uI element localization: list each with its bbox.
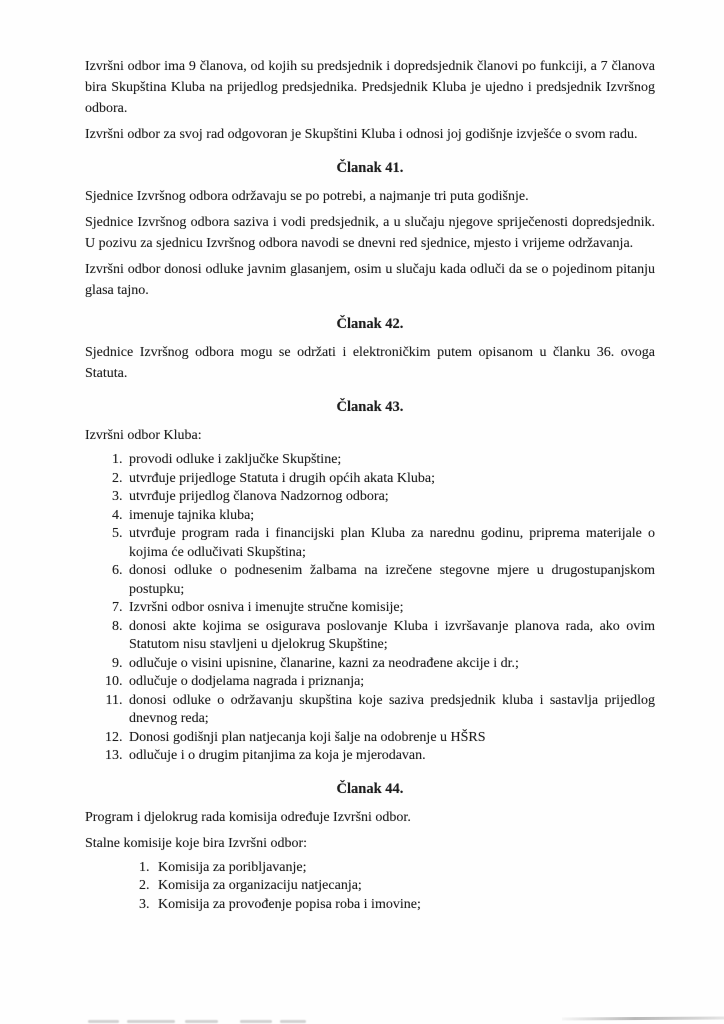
article-44-heading: Članak 44. (336, 780, 404, 797)
article-43-heading: Članak 43. (336, 399, 404, 415)
paragraph: Sjednice Izvršnog odbora saziva i vodi predsjednik, a u slučaju njegove spriječenosti dopredsjednik. U pozivu za sjednicu Izvršnog odbora navodi se dnevni red sjednice, mjesto i vrijeme održavanja. (85, 215, 655, 251)
paragraph: Izvršni odbor donosi odluke javnim glasanjem, osim u slučaju kada odluči da se o pojedinom pitanju glasa tajno. (85, 262, 655, 298)
list-item: 1. Komisija za poribljavanje; (153, 859, 655, 878)
article-42-heading: Članak 42. (336, 316, 404, 332)
list-item: 11. donosi odluke o održavanju skupština koje saziva predsjednik kluba i sastavlja prijedlog dnevnog reda; (126, 692, 655, 729)
scan-artifact-dash (185, 1020, 218, 1023)
list-item: 1. provodi odluke i zaključke Skupštine; (126, 451, 655, 470)
intro-paragraph: Izvršni odbor ima 9 članova, od kojih su predsjednik i dopredsjednik članovi po funkciji, a 7 članova bira Skupština Kluba na prijedlog predsjednika. Predsjednik Kluba je ujedno i predsjednik Izvršnog odbora. (85, 59, 655, 116)
list-item: 6. donosi odluke o podnesenim žalbama na izrečene stegovne mjere u drugostupanjskom postupku; (126, 562, 655, 599)
list-item: 10. odlučuje o dodjelama nagrada i priznanja; (126, 673, 655, 692)
document-content (85, 56, 655, 919)
article-43-lead: Izvršni odbor Kluba: (85, 428, 202, 443)
scan-artifact-dash (240, 1020, 272, 1023)
list-item: 9. odlučuje o visini upisnine, članarine, kazni za neodrađene akcije i dr.; (126, 655, 655, 674)
paragraph: Sjednice Izvršnog odbora mogu se održati i elektroničkim putem opisanom u članku 36. ovoga Statuta. (85, 345, 655, 381)
paragraph: Sjednice Izvršnog odbora održavaju se po potrebi, a najmanje tri puta godišnje. (85, 189, 529, 204)
scan-artifact-dash (127, 1020, 175, 1023)
list-item: 7. Izvršni odbor osniva i imenujte stručne komisije; (126, 599, 655, 618)
paragraph: Stalne komisije koje bira Izvršni odbor: (85, 835, 308, 851)
standing-committees-list (85, 859, 655, 915)
list-item: 3. Komisija za provođenje popisa roba i imovine; (153, 896, 655, 915)
list-item: 2. Komisija za organizaciju natjecanja; (153, 877, 655, 896)
scan-artifact-dash (88, 1020, 119, 1023)
list-item: 3. utvrđuje prijedlog članova Nadzornog odbora; (126, 488, 655, 507)
scan-artifact-streak (562, 1017, 724, 1021)
scan-artifact-dash (280, 1020, 306, 1023)
list-item: 2. utvrđuje prijedloge Statuta i drugih općih akata Kluba; (126, 470, 655, 489)
list-item: 4. imenuje tajnika kluba; (126, 507, 655, 526)
paragraph: Program i djelokrug rada komisija određuje Izvršni odbor. (85, 809, 411, 825)
article-41-heading: Članak 41. (336, 160, 404, 176)
list-item: 8. donosi akte kojima se osigurava poslovanje Kluba i izvršavanje planova rada, ako ovim Statutom nisu stavljeni u djelokrug Skupštine; (126, 618, 655, 655)
list-item: 5. utvrđuje program rada i financijski plan Kluba za narednu godinu, priprema materijale o kojima će odlučivati Skupština; (126, 525, 655, 562)
intro-paragraph: Izvršni odbor za svoj rad odgovoran je Skupštini Kluba i odnosi joj godišnje izvješće o svom radu. (85, 127, 638, 142)
executive-board-duties-list (85, 451, 655, 766)
list-item: 13. odlučuje i o drugim pitanjima za koja je mjerodavan. (126, 747, 655, 766)
list-item: 12. Donosi godišnji plan natjecanja koji šalje na odobrenje u HŠRS (126, 729, 655, 748)
